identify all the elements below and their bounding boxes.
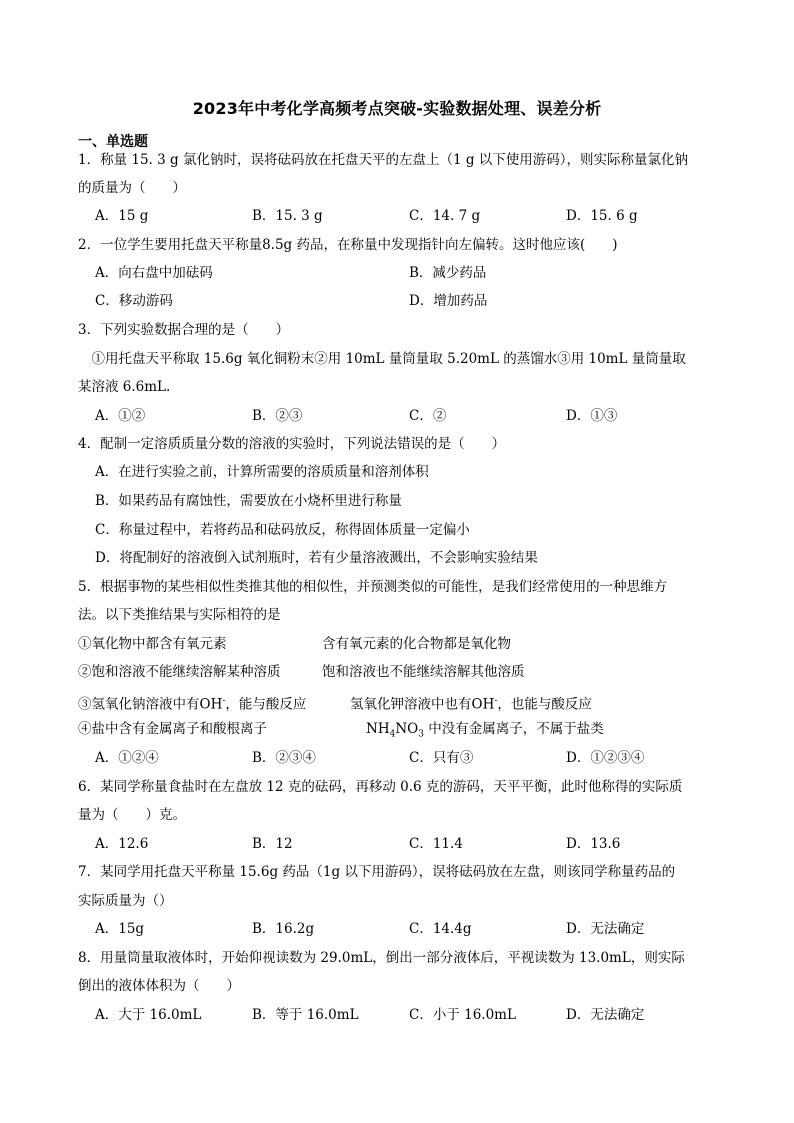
question-8-stem-cont: 倒出的液体体积为（ ）	[78, 978, 240, 994]
option-d[interactable]: D．13.6	[566, 836, 621, 852]
option-b[interactable]: B．如果药品有腐蚀性，需要放在小烧杯里进行称量	[95, 493, 402, 509]
question-6-options	[95, 834, 735, 854]
option-c[interactable]: C．14. 7 g	[409, 208, 481, 224]
option-b[interactable]: B．12	[252, 836, 293, 852]
question-5-stem: 5．根据事物的某些相似性类推其他的相似性，并预测类似的可能性，是我们经常使用的一种思维方	[78, 579, 668, 595]
question-5-options	[95, 748, 735, 768]
option-a[interactable]: A．①②④	[95, 750, 159, 766]
question-2-options-row1	[95, 263, 735, 283]
option-d[interactable]: D．增加药品	[409, 293, 488, 309]
option-b[interactable]: B．减少药品	[409, 265, 487, 281]
option-d[interactable]: D．15. 6 g	[566, 208, 638, 224]
option-c[interactable]: C．②	[409, 408, 447, 424]
question-7-stem-cont: 实际质量为（）	[78, 893, 173, 909]
option-a[interactable]: A．在进行实验之前，计算所需要的溶质质量和溶剂体积	[95, 464, 429, 480]
analogy-conclusion: $NH_4NO_3$ 中没有金属离子，不属于盐类	[366, 721, 604, 740]
analogy-premise: ③氢氧化钠溶液中有OH-，能与酸反应	[78, 696, 307, 713]
option-d[interactable]: D．①③	[566, 408, 618, 424]
question-8-options	[95, 1005, 735, 1025]
option-c[interactable]: C．移动游码	[95, 293, 173, 309]
question-7-stem: 7．某同学用托盘天平称量 15.6g 药品（1g 以下用游码），误将砝码放在左盘，则该同学称量药品的	[78, 864, 676, 880]
question-1-stem-cont: 的质量为（ ）	[78, 180, 186, 196]
option-c[interactable]: C．称量过程中，若将药品和砝码放反，称得固体质量一定偏小	[95, 522, 470, 538]
question-8-stem: 8．用量筒量取液体时，开始仰视读数为 29.0mL，倒出一部分液体后，平视读数为 13.0mL，则实际	[78, 950, 685, 966]
analogy-premise: ②饱和溶液不能继续溶解某种溶质	[78, 664, 281, 680]
option-c[interactable]: C．小于 16.0mL	[409, 1007, 516, 1023]
option-c[interactable]: C．14.4g	[409, 921, 472, 937]
option-d[interactable]: D．①②③④	[566, 750, 645, 766]
option-a[interactable]: A．向右盘中加砝码	[95, 265, 213, 281]
question-2-options-row2	[95, 291, 735, 311]
question-1-stem: 1．称量 15. 3 g 氯化钠时，误将砝码放在托盘天平的左盘上（1 g 以下使用游码），则实际称量氯化钠	[78, 152, 689, 168]
question-3-stem: 3．下列实验数据合理的是（ ）	[78, 322, 290, 338]
analogy-conclusion: 饱和溶液也不能继续溶解其他溶质	[322, 664, 525, 680]
option-c[interactable]: C．只有③	[409, 750, 474, 766]
question-1-options	[95, 206, 735, 226]
question-3-stem-cont: ①用托盘天平称取 15.6g 氧化铜粉末②用 10mL 量筒量取 5.20mL 的蒸馏水③用 10mL 量筒量取	[78, 351, 686, 367]
question-7-options	[95, 919, 735, 939]
analogy-conclusion: 氢氧化钾溶液中也有OH-，也能与酸反应	[350, 696, 592, 713]
question-3-options	[95, 406, 735, 426]
analogy-premise: ①氧化物中都含有氧元素	[78, 636, 227, 652]
option-d[interactable]: D．无法确定	[566, 921, 645, 937]
question-4-stem: 4．配制一定溶质质量分数的溶液的实验时，下列说法错误的是（ ）	[78, 436, 506, 452]
option-b[interactable]: B．15. 3 g	[252, 208, 323, 224]
analogy-conclusion: 含有氧元素的化合物都是氧化物	[322, 636, 511, 652]
option-c[interactable]: C．11.4	[409, 836, 463, 852]
option-b[interactable]: B．16.2g	[252, 921, 315, 937]
analogy-premise: ④盐中含有金属离子和酸根离子	[78, 721, 267, 737]
page-title: 2023年中考化学高频考点突破-实验数据处理、误差分析	[192, 99, 602, 118]
section-heading: 一、单选题	[78, 134, 148, 150]
option-d[interactable]: D．无法确定	[566, 1007, 645, 1023]
question-2-stem: 2．一位学生要用托盘天平称量8.5g 药品，在称量中发现指针向左偏转。这时他应该( )	[78, 237, 618, 253]
option-a[interactable]: A．15 g	[95, 208, 149, 224]
option-b[interactable]: B．②③④	[252, 750, 316, 766]
option-a[interactable]: A．15g	[95, 921, 145, 937]
option-a[interactable]: A．12.6	[95, 836, 149, 852]
option-b[interactable]: B．等于 16.0mL	[252, 1007, 359, 1023]
question-3-stem-cont2: 某溶液 6.6mL.	[78, 379, 171, 395]
question-6-stem: 6．某同学称量食盐时在左盘放 12 克的砝码，再移动 0.6 克的游码，天平平衡，此时他称得的实际质	[78, 779, 683, 795]
question-5-stem-cont: 法。以下类推结果与实际相符的是	[78, 607, 281, 623]
option-a[interactable]: A．大于 16.0mL	[95, 1007, 202, 1023]
option-b[interactable]: B．②③	[252, 408, 303, 424]
option-d[interactable]: D．将配制好的溶液倒入试剂瓶时，若有少量溶液溅出，不会影响实验结果	[95, 550, 538, 566]
question-6-stem-cont: 量为（ ）克。	[78, 807, 186, 823]
option-a[interactable]: A．①②	[95, 408, 146, 424]
